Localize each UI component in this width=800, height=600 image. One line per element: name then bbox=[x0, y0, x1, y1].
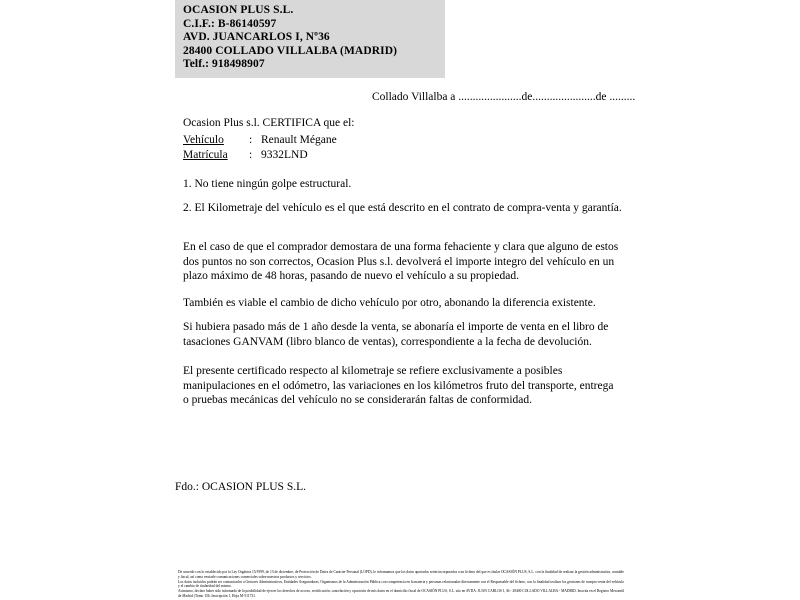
legal-footer-line-3: Asimismo, declaro haber sido informado de la posibilidad de ejercer los derechos de acceso, rectificación, cancelación y oposición de mis datos en el domicilio fiscal de OCASIÓN PLUS, S.L. sito en AVDA. JUAN CARLOS I, 36 - 28400 COLLADO VILLALBA - MADRID. Inscrita en el Registro Mercantil de Madrid (Tomo 156, Inscripción 1, Hoja M-511731. bbox=[178, 589, 624, 598]
company-address-street: AVD. JUANCARLOS I, Nº36 bbox=[183, 31, 330, 43]
paragraph-odometer: El presente certificado respecto al kilometraje se refiere exclusivamente a posibles manipulaciones en el odómetro, las variaciones en los kilómetros fruto del transporte, entrega o pruebas mecánicas del vehículo no se considerarán faltas de conformidad. bbox=[183, 365, 614, 406]
company-address-city: 28400 COLLADO VILLALBA (MADRID) bbox=[183, 44, 398, 57]
plate-separator: : bbox=[249, 149, 253, 161]
certified-point-1: 1. No tiene ningún golpe estructural. bbox=[183, 178, 352, 190]
signature-line: Fdo.: OCASION PLUS S.L. bbox=[175, 481, 306, 493]
company-name: OCASION PLUS S.L. bbox=[183, 4, 294, 16]
legal-footer-line-2: Los datos incluidos podrán ser comunicados a Gestores Administrativos, Entidades Aseguradoras, Organismos de la Administración Pública con competencia en la materia y personas relacionadas directamente con el Responsable del fichero, con la finalidad realizar los gestiones de compra venta del vehículo y el cambio de titularidad del mismo. bbox=[178, 579, 624, 589]
vehicle-row bbox=[183, 133, 337, 148]
certified-point-2: 2. El Kilometraje del vehículo es el que está descrito en el contrato de compra-venta y garantía. bbox=[183, 202, 622, 214]
place-and-date-line: Collado Villalba a ......................de......................de ......... bbox=[372, 91, 636, 103]
company-letterhead bbox=[175, 0, 445, 78]
plate-row bbox=[183, 148, 337, 163]
vehicle-details bbox=[183, 133, 337, 163]
paragraph-refund: En el caso de que el comprador demostara de una forma fehaciente y clara que alguno de estos dos puntos no son correctos, Ocasion Plus s.l. devolverá el importe integro del vehículo en un plazo máximo de 48 horas, pasando de nuevo el vehículo a su propiedad. bbox=[183, 241, 619, 282]
vehicle-value: Renault Mégane bbox=[261, 134, 337, 146]
company-cif: C.I.F.: B-86140597 bbox=[183, 17, 277, 30]
certifies-line: Ocasion Plus s.l. CERTIFICA que el: bbox=[183, 117, 355, 129]
legal-footer-line-1: De acuerdo con lo establecido por la Ley Orgánica 15/1999, de 13 de diciembre, de Protección de Datos de Carácter Personal (LOPD), le informamos que los datos aportados serán incorporados a un fichero del que es titular OCASIÓN PLUS, S.L. con la finalidad de realizar la gestión administrativa, contable y fiscal, así como enviarle comunicaciones comerciales sobre nuestros productos y servicios. bbox=[178, 570, 624, 579]
plate-value: 9332LND bbox=[261, 149, 308, 161]
plate-label: Matrícula bbox=[183, 149, 228, 161]
paragraph-exchange: También es viable el cambio de dicho vehículo por otro, abonando la diferencia existente. bbox=[183, 297, 596, 309]
vehicle-separator: : bbox=[249, 134, 253, 146]
paragraph-ganvam: Si hubiera pasado más de 1 año desde la venta, se abonaría el importe de venta en el libro de tasaciones GANVAM (libro blanco de ventas), correspondiente a la fecha de devolución. bbox=[183, 321, 609, 348]
company-phone: Telf.: 918498907 bbox=[183, 58, 265, 70]
vehicle-label: Vehículo bbox=[183, 134, 224, 146]
legal-footer bbox=[178, 570, 624, 599]
